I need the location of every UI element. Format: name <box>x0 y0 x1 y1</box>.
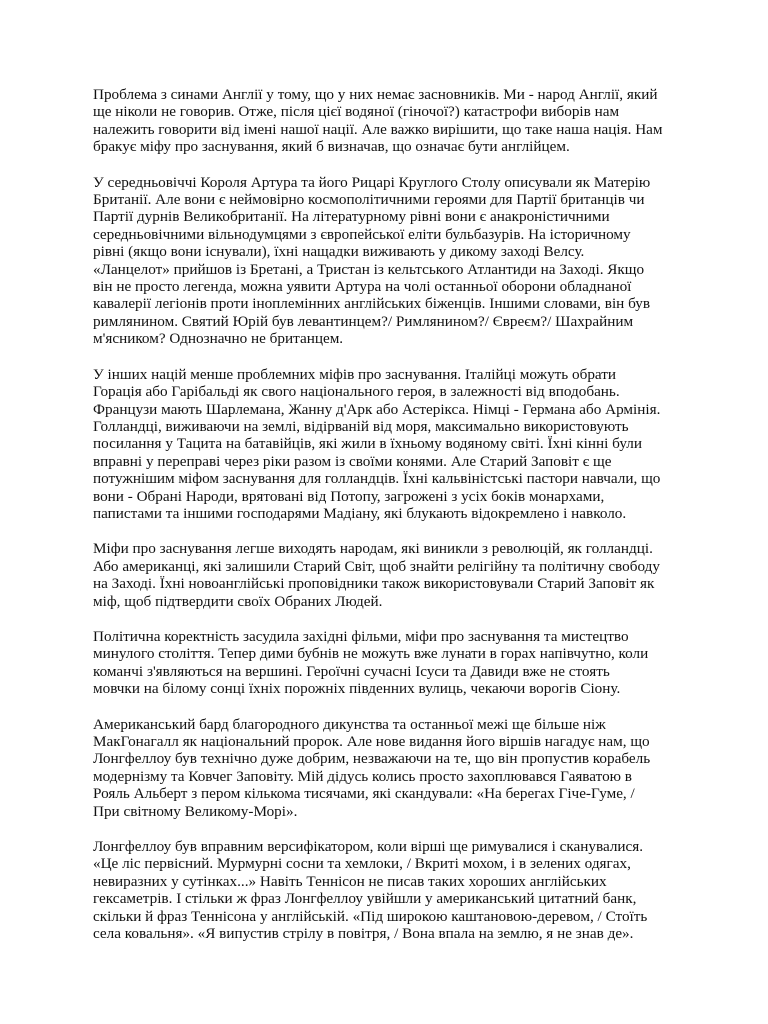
paragraph-4: Міфи про заснування легше виходять народам, які виникли з революцій, як голландці. Або американці, які залишили Старий Світ, щоб знайти релігійну та політичну свободу на Заході. Їхні новоанглійські проповідники також використовували Старий Заповіт як міф, щоб підтвердити своїх Обраних Людей. <box>93 540 660 610</box>
paragraph-1: Проблема з синами Англії у тому, що у них немає засновників. Ми - народ Англії, який ще ніколи не говорив. Отже, після цієї водяної (гіночої?) катастрофи виборів нам належить говорити від імені нашої нації. Але важко вирішити, що таке наша нація. Нам бракує міфу про заснування, який б визначав, що означає бути англійцем. <box>93 86 663 156</box>
paragraph-5: Політична коректність засудила західні фільми, міфи про заснування та мистецтво минулого століття. Тепер дими бубнів не можуть вже лунати в горах напівчутно, коли команчі з'являються на вершині. Героїчні сучасні Ісуси та Давиди вже не стоять мовчки на білому сонці їхніх порожніх південних вулиць, чекаючи ворогів Сіону. <box>93 627 649 698</box>
paragraph-2: У середньовіччі Короля Артура та його Рицарі Круглого Столу описували як Матерію Британії. Але вони є неймовірно космополітичними героями для Партії британців чи Партії дурнів Великобританії. На літературному рівні вони є анакроністичними середньовічними вільнодумцями з європейської еліти бульбазурів. На історичному рівні (якщо вони існували), їхні нащадки виживають у дикому заході Велсу. «Ланцелот» прийшов із Бретані, а Тристан із кельтського Атлантиди на Заході. Якщо він не просто легенда, можна уявити Артура на чолі останньої оборони обладнаної кавалерії легіонів проти іноплемінних англійських біженців. Іншими словами, він був римлянином. Святий Юрій був левантинцем?/ Римлянином?/ Євреєм?/ Шахрайним м'ясником? Однозначно не британцем. <box>93 173 651 348</box>
paragraph-6: Американський бард благородного дикунства та останньої межі ще більше ніж МакГонагалл як національний пророк. Але нове видання його віршів нагадує нам, що Лонгфеллоу був технічно дуже добрим, незважаючи на те, що він пропустив корабель модернізму та Ковчег Заповіту. Мій дідусь колись просто захоплювався Гаяватою в Рояль Альберт з пером кількома тисячами, які скандували: «На берегах Гіче-Гуме, / При світному Великому-Морі». <box>93 715 651 820</box>
paragraph-7: Лонгфеллоу був вправним версифікатором, коли вірші ще римувалися і сканувалися. «Це ліс первісний. Мурмурні сосни та хемлоки, / Вкриті мохом, і в зелених одягах, невиразних у сутінках...» Навіть Теннісон не писав таких хороших англійських гексаметрів. І стільки ж фраз Лонгфеллоу увійшли у американський цитатний банк, скільки й фраз Теннісона у англійській. «Під широкою каштановою-деревом, / Стоїть села ковальня». «Я випустив стрілу в повітря, / Вона впала на землю, я не знав де». <box>93 838 648 943</box>
paragraph-3: У інших націй менше проблемних міфів про заснування. Італійці можуть обрати Горація або Гарібальді як свого національного героя, в залежності від вподобань. Французи мають Шарлемана, Жанну д'Арк або Астерікса. Німці - Германа або Армінія. Голландці, виживаючи на землі, відірваній від моря, максимально використовують посилання у Тацита на батавійців, які жили в їхньому водяному світі. Їхні кінні були вправні у переправі через ріки разом із своїми конями. Але Старий Заповіт є ще потужнішим міфом заснування для голландців. Їхні кальвіністські пастори навчали, що вони - Обрані Народи, врятовані від Потопу, загрожені з усіх боків монархами, папистами та іншими господарями Мадіану, які блукають відокремлено і навколо. <box>93 365 661 522</box>
